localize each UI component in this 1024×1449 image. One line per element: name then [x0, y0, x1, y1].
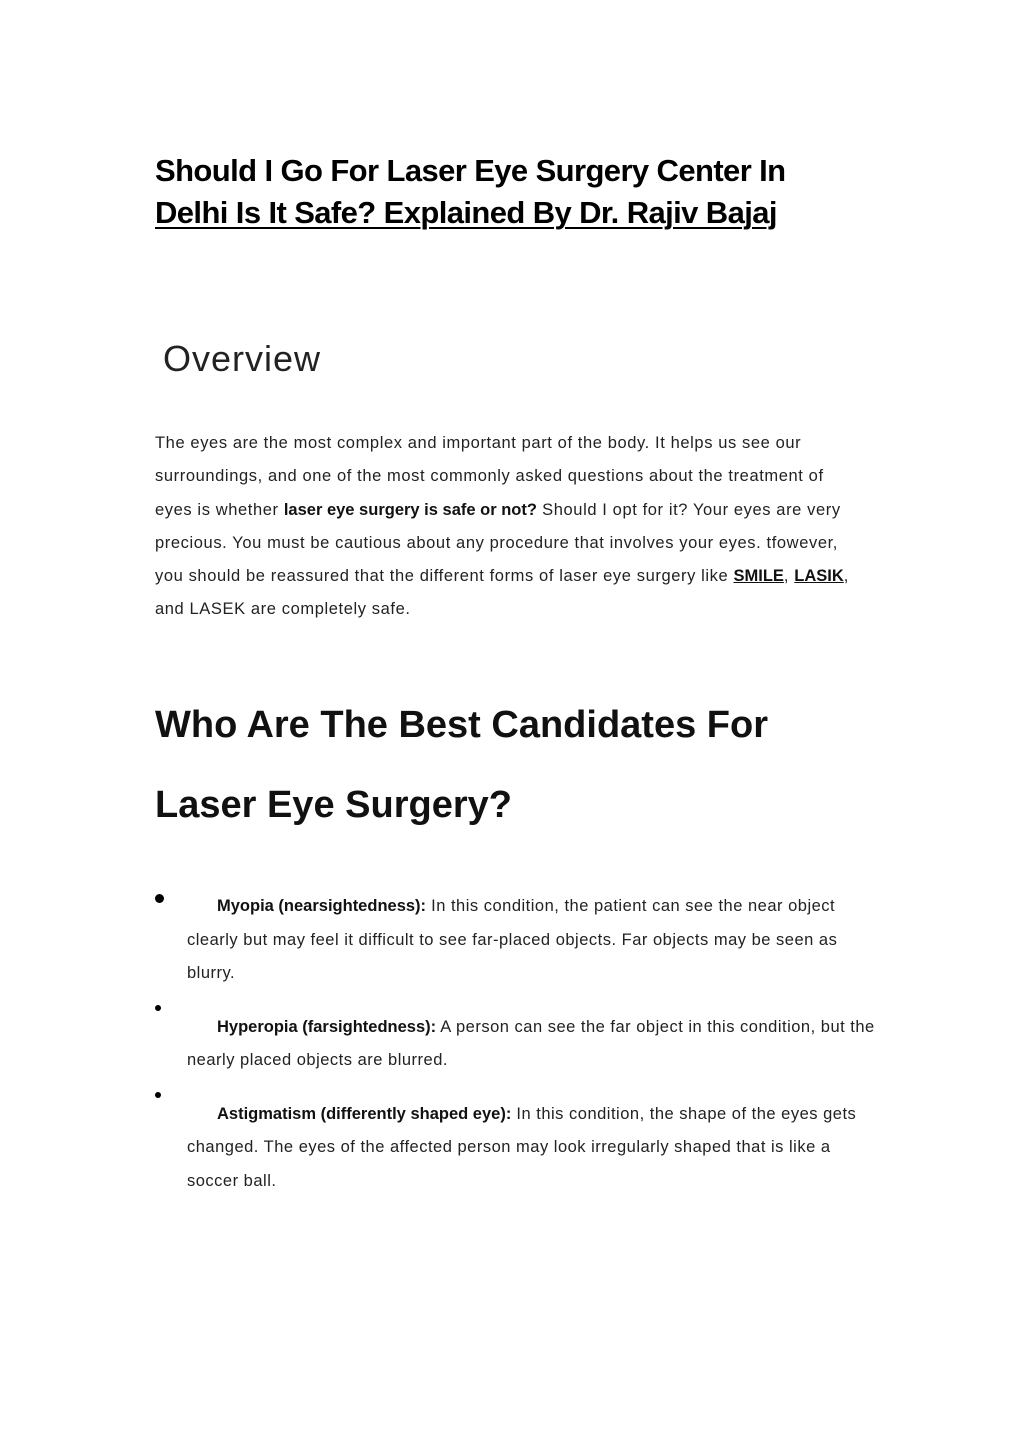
lasik-link[interactable]: LASIK [794, 567, 844, 586]
overview-paragraph [155, 427, 855, 627]
bullet-icon [155, 1092, 161, 1098]
page-title [155, 150, 875, 234]
overview-text-3: , and LASEK are completely safe. [155, 567, 849, 619]
bullet-icon [155, 894, 164, 903]
list-item [155, 1092, 875, 1199]
list-item-text: In this condition, the patient can see the near object clearly but may feel it difficult to see far-placed objects. Far objects may be seen as blurry. [187, 897, 838, 982]
overview-text-1: The eyes are the most complex and important part of the body. It helps us see our surroundings, and one of the most commonly asked questions about the treatment of eyes is whether [155, 434, 824, 519]
list-item [155, 1005, 875, 1078]
list-item-term: Astigmatism (differently shaped eye): [217, 1104, 512, 1123]
smile-link[interactable]: SMILE [733, 567, 784, 586]
candidates-list [155, 890, 875, 1198]
overview-bold-phrase: laser eye surgery is safe or not? [283, 500, 537, 519]
overview-text-2: Should I opt for it? Your eyes are very precious. You must be cautious about any procedure that involves your eyes. tfowever, you should be reassured that the different forms of laser eye surgery like [155, 500, 841, 586]
bullet-icon [155, 1005, 161, 1011]
list-item-term: Myopia (nearsightedness): [217, 897, 427, 915]
list-item-text: In this condition, the shape of the eyes gets changed. The eyes of the affected person may look irregularly shaped that is like a soccer ball. [187, 1104, 857, 1190]
candidates-heading: Who Are The Best Candidates For Laser Eye Surgery? [155, 704, 768, 826]
list-item [155, 890, 875, 991]
list-item-text: A person can see the far object in this condition, but the nearly placed objects are blurred. [187, 1017, 875, 1069]
overview-heading: Overview [163, 338, 322, 379]
title-line-1: Should I Go For Laser Eye Surgery Center In [155, 153, 786, 188]
list-item-term: Hyperopia (farsightedness): [217, 1017, 437, 1036]
title-line-2: Delhi Is It Safe? Explained By Dr. Rajiv Bajaj [155, 195, 777, 230]
link-separator: , [783, 567, 795, 586]
